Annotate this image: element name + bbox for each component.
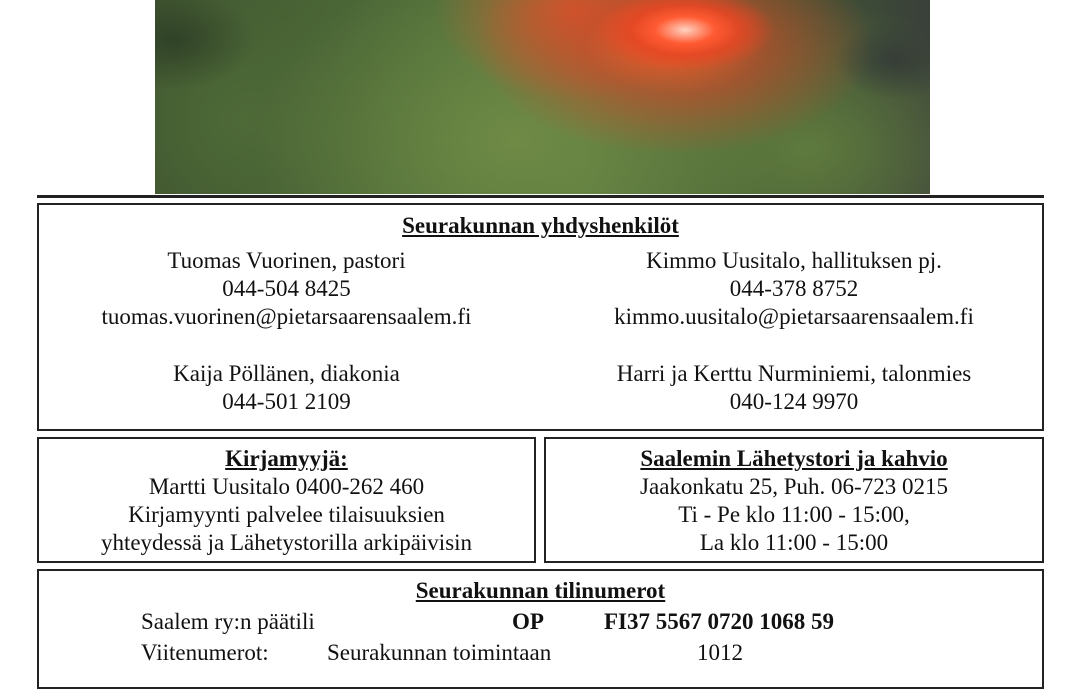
bookseller-line: Kirjamyynti palvelee tilaisuuksien	[128, 502, 445, 527]
contact-email[interactable]: tuomas.vuorinen@pietarsaarensaalem.fi	[101, 304, 472, 329]
reference-label: Viitenumerot:	[141, 640, 269, 665]
bank-name: OP	[512, 609, 544, 634]
shop-hours: Ti - Pe klo 11:00 - 15:00,	[678, 502, 910, 527]
contact-name: Kaija Pöllänen, diakonia	[173, 361, 400, 386]
bookseller-box	[37, 437, 536, 563]
contacts-box	[37, 203, 1044, 431]
bookseller-line: Martti Uusitalo 0400-262 460	[148, 474, 425, 499]
shop-box	[544, 437, 1044, 563]
reference-purpose: Seurakunnan toimintaan	[327, 640, 552, 665]
contacts-title: Seurakunnan yhdyshenkilöt	[402, 213, 679, 238]
shop-hours: La klo 11:00 - 15:00	[699, 530, 889, 555]
divider-rule	[37, 195, 1044, 198]
iban-number: FI37 5567 0720 1068 59	[604, 609, 834, 634]
contact-name: Kimmo Uusitalo, hallituksen pj.	[646, 248, 942, 273]
contact-phone: 044-501 2109	[222, 389, 351, 414]
accounts-box	[37, 569, 1044, 689]
contact-email[interactable]: kimmo.uusitalo@pietarsaarensaalem.fi	[614, 304, 974, 329]
cover-photo	[155, 0, 930, 194]
contact-phone: 044-504 8425	[222, 276, 351, 301]
contact-name: Harri ja Kerttu Nurminiemi, talonmies	[616, 361, 972, 386]
contact-phone: 040-124 9970	[729, 389, 859, 414]
contact-name: Tuomas Vuorinen, pastori	[167, 248, 406, 273]
contacts-right-column	[569, 247, 1019, 416]
reference-number: 1012	[697, 640, 743, 665]
contacts-left-column	[59, 247, 514, 416]
main-account-label: Saalem ry:n päätili	[141, 609, 315, 634]
shop-title: Saalemin Lähetystori ja kahvio	[640, 446, 948, 471]
accounts-title: Seurakunnan tilinumerot	[415, 578, 666, 603]
bookseller-title: Kirjamyyjä:	[225, 446, 348, 471]
shop-address: Jaakonkatu 25, Puh. 06-723 0215	[640, 474, 948, 499]
contact-phone: 044-378 8752	[729, 276, 859, 301]
bookseller-line: yhteydessä ja Lähetystorilla arkipäivisin	[100, 530, 473, 555]
